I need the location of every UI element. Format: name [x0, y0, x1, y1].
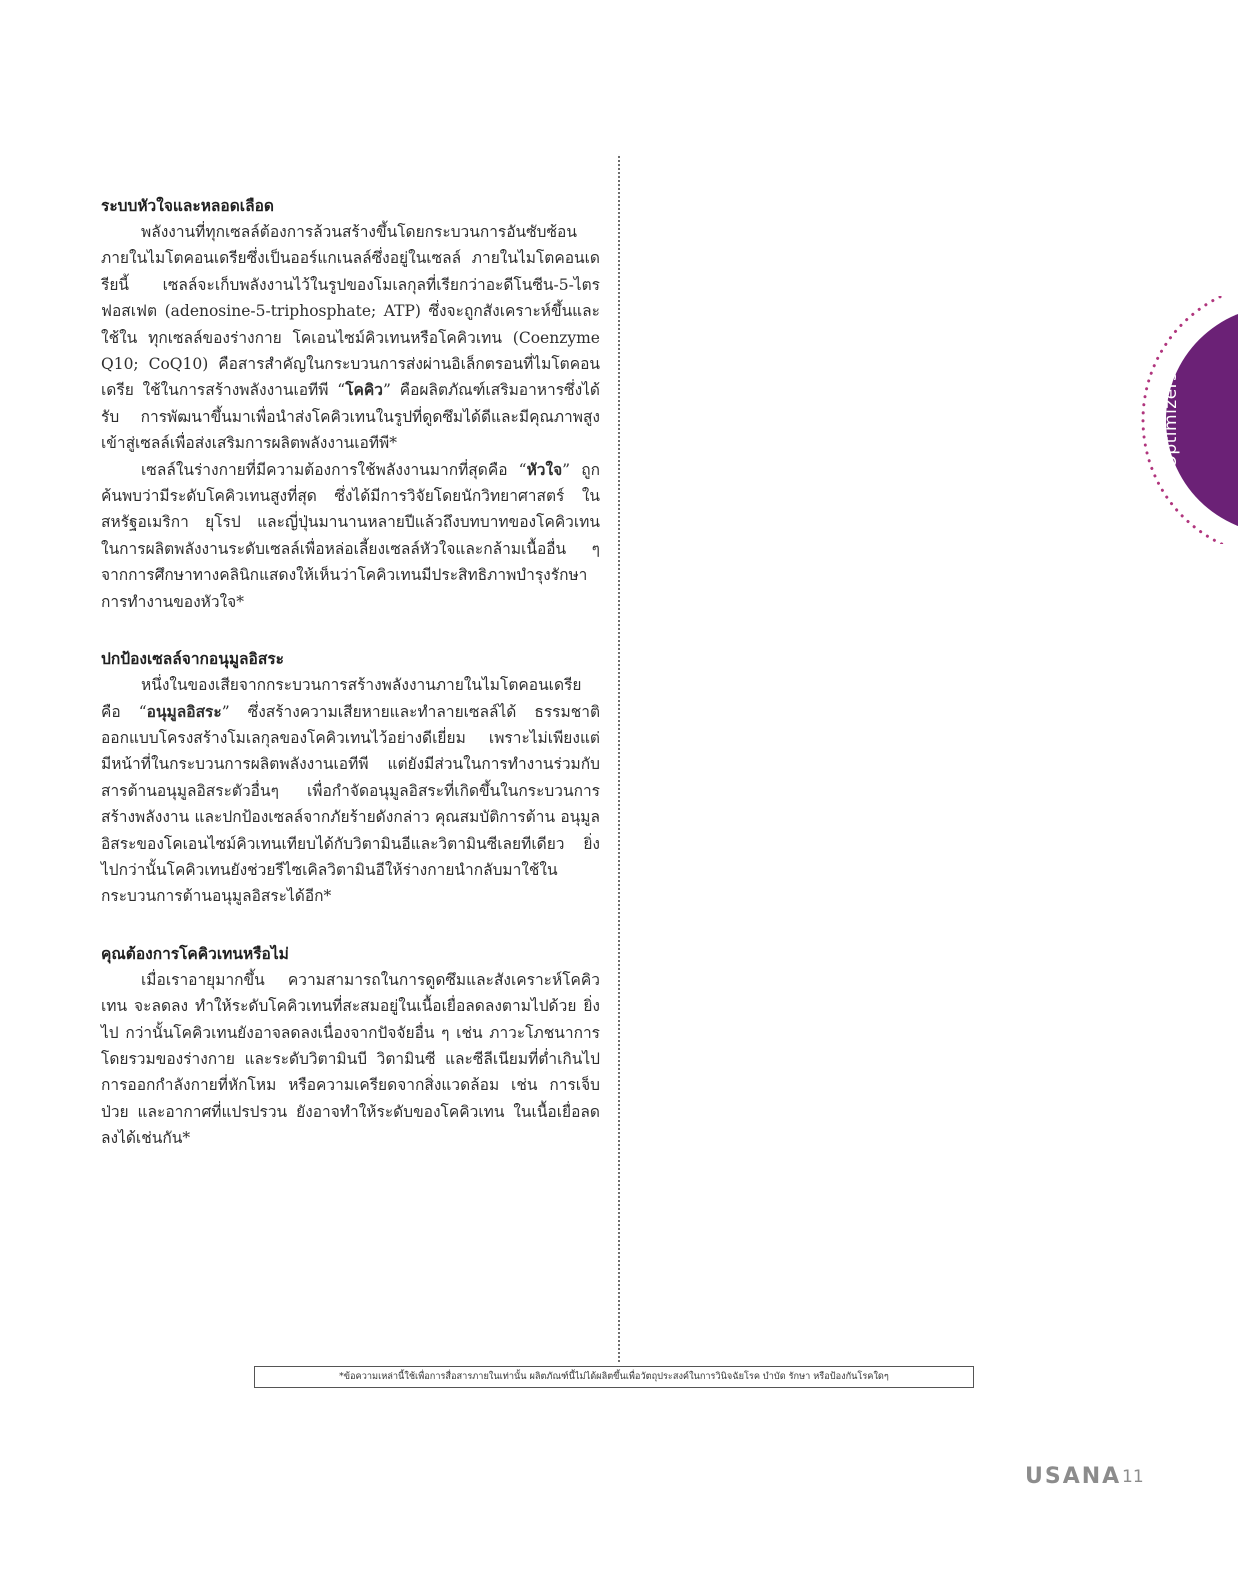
text-run: เมื่อเราอายุมากขึ้น ความสามารถในการดูดซึมและสังเคราะห์โคคิวเทน จะลดลง ทำให้ระดับโคคิวเทนที่สะสมอยู่ในเนื้อเยื่อลดลงตามไปด้วย ยิ่งไป กว่านั้นโคคิวเทนยังอาจลดลงเนื่องจากปัจจัยอื่น ๆ เช่น ภาวะโภชนาการ โดยรวมของร่างกาย และระดับวิตามินบี วิตามินซี และซีลีเนียมที่ต่ำเกินไป การออกกำลังกายที่หักโหม หรือความเครียดจากสิ่งแวดล้อม เช่น การเจ็บป่วย และอากาศที่แปรปรวน ยังอาจทำให้ระดับของโคคิวเทน ในเนื้อเยื่อลดลงได้เช่นกัน*: [101, 970, 600, 1148]
text-run: พลังงานที่ทุกเซลล์ต้องการล้วนสร้างขึ้นโดยกระบวนการอันซับซ้อน ภายในไมโตคอนเดรียซึ่งเป็นออร์แกเนลล์ซึ่งอยู่ในเซลล์ ภายในไมโตคอนเดรียนี้ เซลล์จะเก็บพลังงานไว้ในรูปของโมเลกุลที่เรียกว่าอะดีโนซีน-5-ไตรฟอสเฟต (adenosine-5-triphosphate; ATP) ซึ่งจะถูกสังเคราะห์ขึ้นและใช้ใน ทุกเซลล์ของร่างกาย โคเอนไซม์คิวเทนหรือโคคิวเทน (Coenzyme Q10; CoQ10) คือสารสำคัญในกระบวนการส่งผ่านอิเล็กตรอนที่ไมโตคอนเดรีย ใช้ในการสร้างพลังงานเอทีพี “: [101, 223, 600, 400]
text-run: ” ถูก ค้นพบว่ามีระดับโคคิวเทนสูงที่สุด ซึ่งได้มีการวิจัยโดยนักวิทยาศาสตร์ ในสหรัฐอเมริกา ยุโรป และญี่ปุ่นมานานหลายปีแล้วถึงบทบาทของโคคิวเทน ในการผลิตพลังงานระดับเซลล์เพื่อหล่อเลี้ยงเซลล์หัวใจและกล้ามเนื้ออื่น ๆ จากการศึกษาทางคลินิกแสดงให้เห็นว่าโคคิวเทนมีประสิทธิภาพบำรุงรักษา การทำงานของหัวใจ*: [101, 460, 600, 611]
section-heading: ระบบหัวใจและหลอดเลือด: [101, 196, 274, 215]
section-tab-graphic: [1130, 296, 1238, 544]
body-paragraph: [101, 457, 600, 615]
text-run: เซลล์ในร่างกายที่มีความต้องการใช้พลังงานมากที่สุดคือ “: [141, 460, 527, 479]
main-text-column: [101, 192, 600, 1152]
text-run: หนึ่งในของเสียจากกระบวนการสร้างพลังงานภายในไมโตคอนเดรีย คือ “: [101, 676, 582, 721]
body-paragraph: [101, 219, 600, 457]
section-heading: คุณต้องการโคคิวเทนหรือไม่: [101, 943, 289, 963]
bold-term: หัวใจ: [526, 459, 563, 479]
bold-term: อนุมูลอิสระ: [146, 701, 222, 721]
text-run: ” ซึ่งสร้างความเสียหายและทำลายเซลล์ได้ ธรรมชาติ ออกแบบโครงสร้างโมเลกุลของโคคิวเทนไว้อย่างดีเยี่ยม เพราะไม่เพียงแต่ มีหน้าที่ในกระบวนการผลิตพลังงานเอทีพี แต่ยังมีส่วนในการทำงานร่วมกับ สารต้านอนุมูลอิสระตัวอื่นๆ เพื่อกำจัดอนุมูลอิสระที่เกิดขึ้นในกระบวนการ สร้างพลังงาน และปกป้องเซลล์จากภัยร้ายดังกล่าว คุณสมบัติการต้าน อนุมูลอิสระของโคเอนไซม์คิวเทนเทียบได้กับวิตามินอีและวิตามินซีเลยทีเดียว ยิ่งไปกว่านั้นโคคิวเทนยังช่วยรีไซเคิลวิตามินอีให้ร่างกายนำกลับมาใช้ใน กระบวนการต้านอนุมูลอิสระได้อีก*: [101, 702, 601, 906]
body-paragraph: [101, 672, 600, 910]
disclaimer-box: *ข้อความเหล่านี้ใช้เพื่อการสื่อสารภายในเท่านั้น ผลิตภัณฑ์นี้ไม่ได้ผลิตขึ้นเพื่อวัตถุประสงค์ในการวินิจฉัยโรค บำบัด รักษา หรือป้องกันโรคใดๆ: [254, 1366, 974, 1388]
section-heading: ปกป้องเซลล์จากอนุมูลอิสระ: [101, 649, 284, 669]
section-tab: [1130, 296, 1238, 544]
section-tab-label: Optimizers: [1161, 371, 1181, 469]
dotted-column-divider: [618, 156, 620, 1362]
bold-term: โคคิว: [345, 380, 383, 400]
text-run: ” คือผลิตภัณฑ์เสริมอาหารซึ่งได้รับ การพัฒนาขึ้นมาเพื่อนำส่งโคคิวเทนในรูปที่ดูดซึมได้ดีและมีคุณภาพสูง เข้าสู่เซลล์เพื่อส่งเสริมการผลิตพลังงานเอทีพี*: [101, 381, 600, 453]
section-gap: [101, 615, 600, 645]
section-gap: [101, 910, 600, 940]
body-paragraph: [101, 967, 600, 1152]
usana-logo: USANA: [1025, 1464, 1122, 1489]
page-number: 11: [1122, 1467, 1144, 1487]
